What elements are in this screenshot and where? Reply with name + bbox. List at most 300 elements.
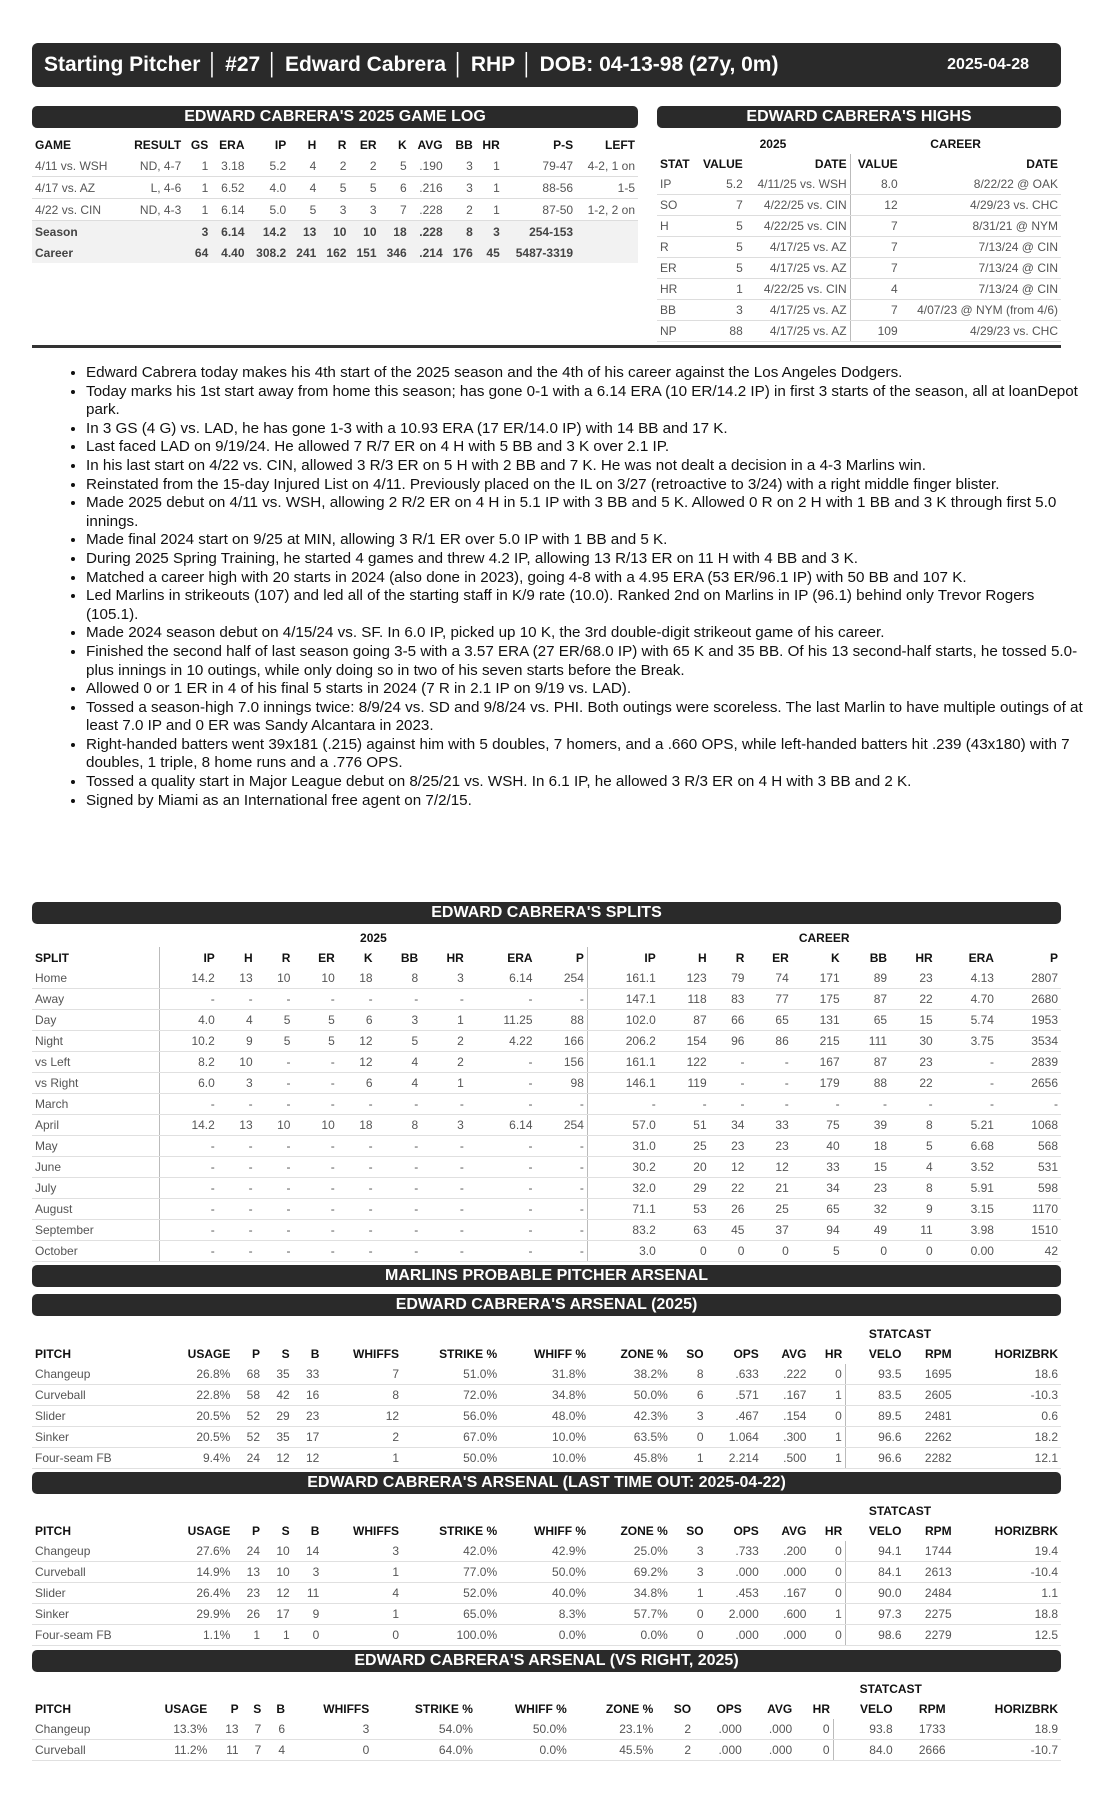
table-cell: -: [467, 1241, 536, 1262]
column-header: P: [230, 1701, 239, 1716]
table-cell: 12.5: [955, 1625, 1061, 1646]
arsenal-last-table: [32, 1501, 1061, 1646]
table-cell: -10.3: [955, 1385, 1061, 1406]
table-row: [32, 1406, 1061, 1427]
column-header: WHIFF %: [534, 1346, 587, 1361]
column-header: RPM: [924, 1523, 952, 1538]
table-cell: -: [218, 1157, 256, 1178]
table-cell: 10: [319, 221, 349, 243]
table-cell: -: [159, 1136, 217, 1157]
table-cell: 13: [289, 221, 319, 243]
table-cell: 84.0: [833, 1740, 896, 1761]
table-cell: -: [536, 1220, 588, 1241]
table-cell: .000: [707, 1625, 762, 1646]
table-row: [657, 216, 1061, 237]
table-cell: Four-seam FB: [32, 1448, 159, 1469]
table-cell: 87: [843, 989, 890, 1010]
table-cell: 4: [289, 155, 319, 177]
table-cell: 1: [184, 199, 211, 221]
table-cell: -: [536, 1178, 588, 1199]
table-cell: 0: [809, 1583, 845, 1604]
group-header-2025: 2025: [759, 137, 787, 151]
table-cell: 96.6: [845, 1448, 904, 1469]
table-cell: -: [293, 989, 337, 1010]
table-cell: 2: [421, 1031, 467, 1052]
table-cell: 151: [349, 242, 379, 263]
table-cell: 29: [659, 1178, 710, 1199]
table-cell: -: [467, 989, 536, 1010]
table-cell: September: [32, 1220, 159, 1241]
table-cell: 50.0%: [589, 1385, 671, 1406]
table-cell: 3: [349, 199, 379, 221]
page-title: Starting Pitcher │ #27 │ Edward Cabrera │ RHP │ DOB: 04-13-98 (27y, 0m): [44, 53, 779, 76]
table-row: [657, 300, 1061, 321]
table-row: [32, 1583, 1061, 1604]
table-cell: 2: [349, 155, 379, 177]
column-header: WHIFFS: [323, 1701, 370, 1716]
table-cell: -: [421, 1220, 467, 1241]
table-cell: 57.0: [587, 1115, 658, 1136]
table-cell: 1: [809, 1448, 845, 1469]
table-cell: 45: [476, 242, 503, 263]
table-cell: 0: [809, 1406, 845, 1427]
table-cell: 50.0%: [500, 1562, 589, 1583]
table-cell: 4.40: [211, 242, 247, 263]
table-cell: 67.0%: [402, 1427, 500, 1448]
table-cell: -: [792, 1094, 843, 1115]
table-cell: 9: [293, 1604, 323, 1625]
table-cell: 18: [338, 1115, 376, 1136]
table-row: [32, 1094, 1061, 1115]
table-cell: 4/29/23 vs. CHC: [901, 321, 1061, 342]
table-cell: 75: [792, 1115, 843, 1136]
table-cell: 45.8%: [589, 1448, 671, 1469]
table-cell: 65.0%: [402, 1604, 500, 1625]
table-cell: 4: [289, 177, 319, 199]
table-cell: [576, 242, 638, 263]
table-cell: -: [338, 1157, 376, 1178]
table-cell: 206.2: [587, 1031, 658, 1052]
table-cell: 2: [656, 1740, 694, 1761]
table-cell: 18.6: [955, 1364, 1061, 1385]
column-header: WHIFFS: [353, 1346, 400, 1361]
table-cell: 1: [421, 1073, 467, 1094]
table-cell: 0: [288, 1740, 372, 1761]
column-header: IP: [274, 137, 287, 152]
table-cell: 6: [338, 1010, 376, 1031]
table-cell: 18: [338, 968, 376, 989]
table-cell: -: [338, 989, 376, 1010]
note-item: • Finished the second half of last season going 3-5 with a 3.57 ERA (27 ER/68.0 IP) with 65 K and 35 BB. Of his 13 second-half starts, he tossed 5.0-plus innings in 10 outings, while only doing so in two of his seven starts before the Break.: [86, 643, 1086, 680]
table-cell: 4/22/25 vs. CIN: [746, 279, 850, 300]
column-header: S: [281, 1523, 290, 1538]
table-cell: -: [376, 1199, 422, 1220]
table-cell: -: [293, 1052, 337, 1073]
table-cell: .154: [762, 1406, 810, 1427]
column-header: S: [253, 1701, 262, 1716]
table-cell: .216: [410, 177, 446, 199]
table-cell: 6.14: [467, 968, 536, 989]
table-cell: -: [467, 1136, 536, 1157]
table-cell: 8: [376, 1115, 422, 1136]
table-cell: 48.0%: [500, 1406, 589, 1427]
table-cell: 10: [293, 968, 337, 989]
column-header: ZONE %: [620, 1523, 668, 1538]
table-row: [32, 177, 638, 199]
statcast-header: STATCAST: [868, 1326, 932, 1341]
table-cell: -: [467, 1094, 536, 1115]
splits-header-row: [32, 947, 1061, 968]
table-row: [657, 195, 1061, 216]
table-cell: 10: [256, 968, 294, 989]
note-item: • Right-handed batters went 39x181 (.215) against him with 5 doubles, 7 homers, and a .660 OPS, while left-handed batters hit .239 (43x180) with 7 doubles, 1 triple, 8 home runs and a .776 OPS.: [86, 736, 1086, 773]
column-header: R: [337, 137, 347, 152]
table-cell: 6.0: [159, 1073, 217, 1094]
table-cell: 26: [233, 1604, 263, 1625]
table-cell: 0: [795, 1740, 833, 1761]
table-cell: 13: [233, 1562, 263, 1583]
table-cell: 3.0: [587, 1241, 658, 1262]
table-cell: 33: [293, 1364, 323, 1385]
table-cell: .000: [762, 1562, 810, 1583]
table-cell: ER: [657, 258, 696, 279]
note-item: • Tossed a season-high 7.0 innings twice: 8/9/24 vs. SD and 9/8/24 vs. PHI. Both outings were scoreless. The last Marlin to have multiple outings of at least 7.0 IP and 0 ER was Sandy Alcantara in 2023.: [86, 699, 1086, 736]
table-cell: 7: [380, 199, 410, 221]
table-cell: 40.0%: [500, 1583, 589, 1604]
table-cell: 5: [380, 155, 410, 177]
table-cell: 11.25: [467, 1010, 536, 1031]
table-cell: -: [536, 1241, 588, 1262]
table-cell: -10.7: [949, 1740, 1061, 1761]
table-cell: -: [338, 1199, 376, 1220]
table-cell: 2680: [997, 989, 1061, 1010]
table-cell: -: [256, 1220, 294, 1241]
note-item: • Edward Cabrera today makes his 4th start of the 2025 season and the 4th of his career against the Los Angeles Dodgers.: [86, 364, 1086, 383]
table-cell: 34.8%: [500, 1385, 589, 1406]
table-row: [32, 1052, 1061, 1073]
table-cell: 96.6: [845, 1427, 904, 1448]
notes-list: [62, 364, 1086, 810]
table-cell: 5: [293, 1010, 337, 1031]
table-cell: March: [32, 1094, 159, 1115]
table-cell: 4: [850, 279, 901, 300]
table-cell: .733: [707, 1541, 762, 1562]
table-cell: 12: [747, 1157, 791, 1178]
table-cell: -: [256, 1136, 294, 1157]
table-cell: 14: [293, 1541, 323, 1562]
table-cell: 22: [890, 989, 936, 1010]
table-row: [32, 1364, 1061, 1385]
table-cell: 1.064: [707, 1427, 762, 1448]
column-header: PITCH: [35, 1523, 71, 1538]
table-cell: 65: [747, 1010, 791, 1031]
table-cell: -10.4: [955, 1562, 1061, 1583]
table-cell: 254-153: [503, 221, 576, 243]
table-cell: 9: [890, 1199, 936, 1220]
table-row: [32, 1740, 1061, 1761]
table-cell: 50.0%: [476, 1719, 570, 1740]
table-cell: 23: [233, 1583, 263, 1604]
table-cell: 18: [380, 221, 410, 243]
table-cell: 18.8: [955, 1604, 1061, 1625]
table-cell: 83.5: [845, 1385, 904, 1406]
table-cell: 8: [890, 1178, 936, 1199]
table-cell: 146.1: [587, 1073, 658, 1094]
report-date: 2025-04-28: [947, 56, 1029, 73]
table-cell: 1: [476, 177, 503, 199]
table-cell: 22: [890, 1073, 936, 1094]
column-header: STRIKE %: [439, 1346, 498, 1361]
column-header: WHIFF %: [534, 1523, 587, 1538]
table-cell: 3: [671, 1562, 707, 1583]
column-header: H: [697, 950, 707, 965]
table-cell: 4.0: [159, 1010, 217, 1031]
table-row: [32, 1625, 1061, 1646]
column-header: USAGE: [187, 1346, 231, 1361]
table-cell: 50.0%: [402, 1448, 500, 1469]
table-cell: 14.2: [159, 1115, 217, 1136]
arsenal-header: MARLINS PROBABLE PITCHER ARSENAL: [32, 1265, 1061, 1287]
table-cell: -: [936, 1052, 997, 1073]
table-cell: 1: [263, 1625, 293, 1646]
header-spacer: [32, 1501, 845, 1520]
table-cell: 8: [376, 968, 422, 989]
table-cell: 22.8%: [159, 1385, 234, 1406]
table-cell: 51: [659, 1115, 710, 1136]
table-cell: 6: [380, 177, 410, 199]
column-header: HORIZBRK: [994, 1701, 1058, 1716]
table-row: [32, 155, 638, 177]
table-cell: 4/22/25 vs. CIN: [746, 216, 850, 237]
table-cell: 118: [659, 989, 710, 1010]
column-header: P: [252, 1346, 261, 1361]
table-cell: 1.1%: [159, 1625, 234, 1646]
group-header-2025: 2025: [360, 931, 387, 945]
table-cell: 0: [671, 1625, 707, 1646]
table-cell: -: [747, 1052, 791, 1073]
arsenal-header-row: [32, 1343, 1061, 1364]
table-cell: 2.214: [707, 1448, 762, 1469]
table-cell: 5: [289, 199, 319, 221]
table-cell: 12: [263, 1583, 293, 1604]
table-cell: 5: [256, 1031, 294, 1052]
column-header: OPS: [733, 1523, 759, 1538]
column-header: HORIZBRK: [994, 1523, 1058, 1538]
table-cell: -: [159, 1178, 217, 1199]
table-cell: 2656: [997, 1073, 1061, 1094]
table-cell: 13: [218, 1115, 256, 1136]
table-cell: 119: [659, 1073, 710, 1094]
column-header: LEFT: [605, 137, 635, 152]
table-cell: 3.15: [936, 1199, 997, 1220]
table-cell: 6.14: [467, 1115, 536, 1136]
table-cell: 4/17/25 vs. AZ: [746, 300, 850, 321]
column-header: STRIKE %: [439, 1523, 498, 1538]
table-cell: 87-50: [503, 199, 576, 221]
table-cell: 0.6: [955, 1406, 1061, 1427]
table-cell: 22: [710, 1178, 748, 1199]
table-cell: Changeup: [32, 1364, 159, 1385]
table-row: [657, 279, 1061, 300]
header-spacer: [657, 134, 696, 154]
table-cell: .453: [707, 1583, 762, 1604]
table-cell: 5: [256, 1010, 294, 1031]
table-row: [32, 1604, 1061, 1625]
table-cell: 2262: [905, 1427, 955, 1448]
table-cell: HR: [657, 279, 696, 300]
splits-table: [32, 929, 1061, 1262]
table-cell: 63.5%: [589, 1427, 671, 1448]
table-cell: -: [421, 1094, 467, 1115]
group-header-career: CAREER: [930, 137, 981, 151]
table-cell: 8/22/22 @ OAK: [901, 174, 1061, 195]
table-cell: -: [159, 1094, 217, 1115]
table-cell: -: [256, 1094, 294, 1115]
table-cell: May: [32, 1136, 159, 1157]
table-cell: 87: [843, 1052, 890, 1073]
note-item: • During 2025 Spring Training, he started 4 games and threw 4.2 IP, allowing 13 R/13 ER on 11 H with 4 BB and 3 K.: [86, 550, 1086, 569]
table-row: [32, 1427, 1061, 1448]
table-cell: Home: [32, 968, 159, 989]
table-cell: .571: [707, 1385, 762, 1406]
table-row: [32, 1136, 1061, 1157]
table-cell: 13: [218, 968, 256, 989]
table-cell: 9.4%: [159, 1448, 234, 1469]
table-cell: .222: [762, 1364, 810, 1385]
table-cell: 4/29/23 vs. CHC: [901, 195, 1061, 216]
column-header: ERA: [219, 137, 245, 152]
column-header: USAGE: [164, 1701, 208, 1716]
table-cell: 4/22 vs. CIN: [32, 199, 123, 221]
table-cell: -: [710, 1073, 748, 1094]
page-header: [32, 43, 1061, 87]
table-cell: -: [338, 1220, 376, 1241]
table-cell: -: [710, 1094, 748, 1115]
table-cell: -: [338, 1178, 376, 1199]
table-cell: 241: [289, 242, 319, 263]
column-header: AVG: [767, 1701, 793, 1716]
table-cell: 5: [376, 1031, 422, 1052]
table-cell: .214: [410, 242, 446, 263]
table-cell: 3: [376, 1010, 422, 1031]
table-cell: 162: [319, 242, 349, 263]
table-cell: 1: [322, 1448, 402, 1469]
header-spacer: [955, 1324, 1061, 1343]
table-cell: 23: [890, 1052, 936, 1073]
table-cell: 29: [263, 1406, 293, 1427]
table-cell: 10: [218, 1052, 256, 1073]
table-cell: -: [376, 1178, 422, 1199]
table-cell: -: [256, 1178, 294, 1199]
table-cell: 2: [446, 199, 476, 221]
table-cell: 4: [322, 1583, 402, 1604]
table-cell: -: [159, 1220, 217, 1241]
table-cell: 52: [233, 1406, 263, 1427]
table-cell: Season: [32, 221, 123, 243]
table-cell: Slider: [32, 1583, 159, 1604]
note-item: • Reinstated from the 15-day Injured List on 4/11. Previously placed on the IL on 3/27 (retroactive to 3/24) with a right middle finger blister.: [86, 476, 1086, 495]
table-cell: 29.9%: [159, 1604, 234, 1625]
table-cell: 1: [809, 1385, 845, 1406]
table-cell: 167: [792, 1052, 843, 1073]
table-cell: 25.0%: [589, 1541, 671, 1562]
table-cell: 3.18: [211, 155, 247, 177]
table-cell: L, 4-6: [123, 177, 184, 199]
column-header: OPS: [716, 1701, 742, 1716]
table-cell: -: [218, 989, 256, 1010]
table-row: [32, 1115, 1061, 1136]
table-cell: 3: [476, 221, 503, 243]
table-cell: -: [376, 989, 422, 1010]
column-header: AVG: [417, 137, 443, 152]
table-cell: .228: [410, 221, 446, 243]
table-cell: 20.5%: [159, 1406, 234, 1427]
table-cell: -: [536, 1199, 588, 1220]
table-cell: 66: [710, 1010, 748, 1031]
table-cell: -: [997, 1094, 1061, 1115]
table-cell: 15: [890, 1010, 936, 1031]
column-header: IP: [159, 947, 217, 968]
table-cell: 156: [536, 1052, 588, 1073]
table-cell: 4/17/25 vs. AZ: [746, 258, 850, 279]
table-cell: -: [467, 1052, 536, 1073]
table-cell: BB: [657, 300, 696, 321]
table-cell: 88: [696, 321, 746, 342]
table-cell: 166: [536, 1031, 588, 1052]
table-cell: 51.0%: [402, 1364, 500, 1385]
table-cell: 161.1: [587, 1052, 658, 1073]
table-cell: 1: [322, 1562, 402, 1583]
table-cell: 98: [536, 1073, 588, 1094]
table-cell: .500: [762, 1448, 810, 1469]
table-cell: -: [256, 1073, 294, 1094]
table-cell: 12: [293, 1448, 323, 1469]
table-cell: 1: [809, 1427, 845, 1448]
column-header: RESULT: [134, 137, 182, 152]
column-header: HR: [824, 1346, 843, 1361]
table-cell: 37: [747, 1220, 791, 1241]
column-header: BB: [869, 950, 888, 965]
table-cell: -: [376, 1220, 422, 1241]
table-cell: 42.9%: [500, 1541, 589, 1562]
note-item: • Last faced LAD on 9/19/24. He allowed 7 R/7 ER on 4 H with 5 BB and 3 K over 2.1 IP.: [86, 438, 1086, 457]
table-cell: 3: [322, 1541, 402, 1562]
table-cell: 3: [184, 221, 211, 243]
column-header: HR: [915, 950, 933, 965]
table-cell: 12: [322, 1406, 402, 1427]
table-cell: 19.4: [955, 1541, 1061, 1562]
table-cell: 38.2%: [589, 1364, 671, 1385]
table-cell: 42.3%: [589, 1406, 671, 1427]
arsenal-vs-right-table: [32, 1679, 1061, 1761]
column-header: B: [310, 1523, 320, 1538]
column-header: PITCH: [35, 1701, 71, 1716]
table-cell: 8.0: [850, 174, 901, 195]
table-cell: 97.3: [845, 1604, 904, 1625]
table-cell: 88: [843, 1073, 890, 1094]
column-header: WHIFF %: [514, 1701, 567, 1716]
table-cell: June: [32, 1157, 159, 1178]
table-cell: 34: [710, 1115, 748, 1136]
column-header: GS: [190, 137, 209, 152]
table-cell: -: [338, 1136, 376, 1157]
table-cell: 10.2: [159, 1031, 217, 1052]
table-cell: 74: [747, 968, 791, 989]
table-cell: 102.0: [587, 1010, 658, 1031]
table-cell: 7: [242, 1719, 265, 1740]
table-cell: 10: [256, 1115, 294, 1136]
table-cell: 0.0%: [476, 1740, 570, 1761]
